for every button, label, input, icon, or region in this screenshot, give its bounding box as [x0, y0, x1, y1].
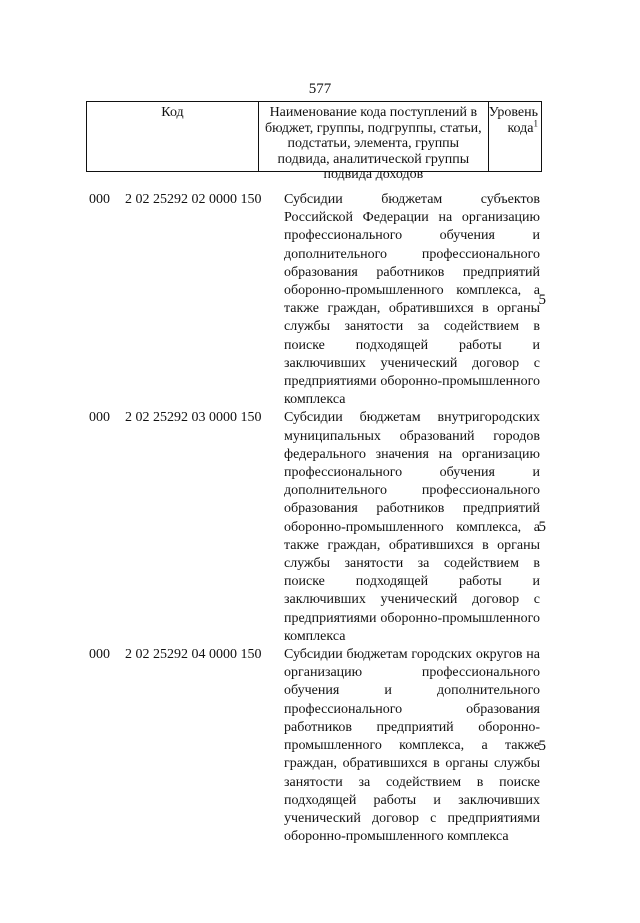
row-level: 5 [538, 737, 546, 754]
row-level: 5 [538, 519, 546, 536]
table-row [86, 191, 546, 409]
row-admin-code: 000 [89, 647, 110, 663]
table-row [86, 409, 546, 646]
row-budget-code: 2 02 25292 04 0000 150 [125, 647, 262, 663]
row-name: Субсидии бюджетам субъектов Российской Федерации на организацию профессионального обучения и дополнительного профессионального образования работников предприятий оборонно-промышленного комплекса, а также граждан, обратившихся в органы службы занятости за содействием в поиске подходящей работы и заключивших ученический договор с предприятиями оборонно-промышленного комплекса [284, 192, 540, 408]
table-row [86, 646, 546, 846]
row-admin-code: 000 [89, 192, 110, 207]
header-code: Код [87, 102, 259, 171]
row-name: Субсидии бюджетам внутригородских муниципальных образований городов федерального значения на организацию профессионального обучения и дополнительного профессионального образования работников предприятий оборонно-промышленного комплекса, а также граждан, обратившихся в органы службы занятости за содействием в поиске подходящей работы и заключивших ученический договор с предприятиями оборонно-промышленного комплекса [284, 410, 540, 644]
row-budget-code: 2 02 25292 03 0000 150 [125, 410, 262, 426]
header-level-footnote: 1 [533, 117, 538, 128]
page-number: 577 [308, 81, 332, 97]
row-admin-code: 000 [89, 410, 110, 426]
header-name: Наименование кода поступлений в бюджет, группы, подгруппы, статьи, подстатьи, элемента, группы подвида, аналитической группы подвида доходов [259, 102, 489, 171]
table-header [86, 101, 542, 182]
row-name: Субсидии бюджетам городских округов на организацию профессионального обучения и дополнительного профессионального образования работников предприятий оборонно-промышленного комплекса, а также граждан, обратившихся в органы службы занятости за содействием в поиске подходящей работы и заключивших ученический договор с предприятиями оборонно-промышленного комплекса [284, 647, 540, 845]
row-level: 5 [538, 291, 546, 308]
row-budget-code: 2 02 25292 02 0000 150 [125, 192, 262, 207]
header-level-label: Уровень кода [488, 105, 538, 136]
table-body [86, 191, 546, 846]
header-level [489, 102, 541, 171]
